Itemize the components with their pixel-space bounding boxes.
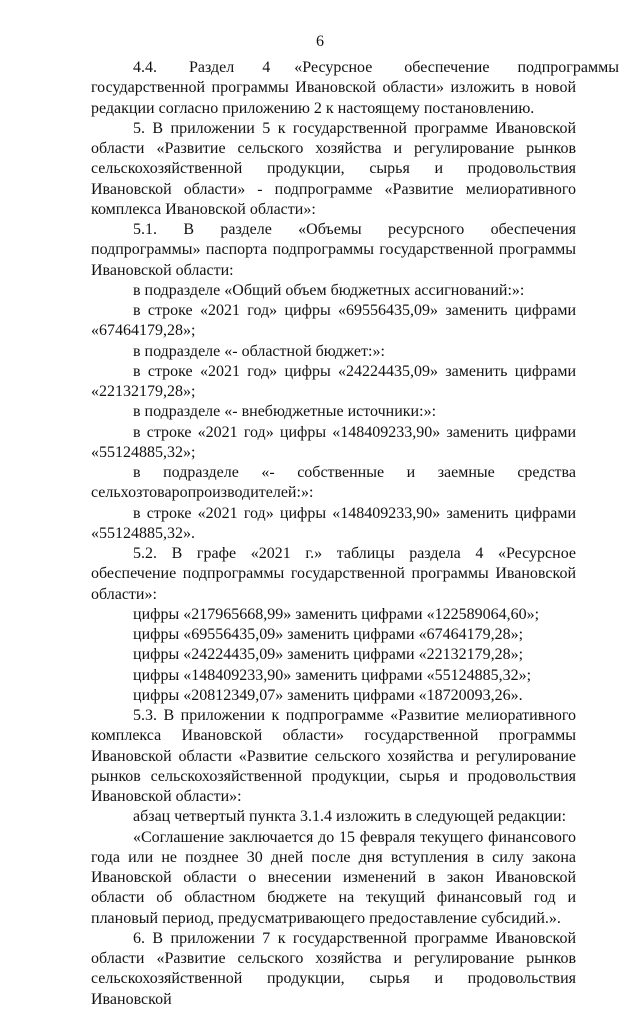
replacement-line-4: цифры «148409233,90» заменить цифрами «55124885,32»; bbox=[133, 666, 532, 684]
paragraph-2: 5. В приложении 5 к государственной программе Ивановской области «Развитие сельского хозяйства и регулирование рынков сельскохозяйственной продукции, сырья и продовольствия Ивановской области» - подпрограмме «Развитие мелиоративного комплекса Ивановской области»: bbox=[91, 119, 576, 218]
replacements-list bbox=[91, 605, 576, 706]
paragraph-6: в подразделе «- областной бюджет:»: bbox=[133, 342, 385, 360]
paragraphs-after-block bbox=[91, 706, 576, 1010]
paragraph-8: в подразделе «- внебюджетные источники:»: bbox=[133, 403, 437, 421]
paragraph-after-2: абзац четвертый пункта 3.1.4 изложить в следующей редакции: bbox=[133, 808, 567, 826]
paragraph-after-4: 6. В приложении 7 к государственной программе Ивановской области «Развитие сельского хозяйства и регулирование рынков сельскохозяйственной продукции, сырья и продовольствия Ивановской bbox=[91, 929, 576, 1008]
paragraph-5: в строке «2021 год» цифры «69556435,09» заменить цифрами «67464179,28»; bbox=[91, 302, 576, 340]
replacement-line-3: цифры «24224435,09» заменить цифрами «22132179,28»; bbox=[133, 646, 524, 664]
replacement-line-1: цифры «217965668,99» заменить цифрами «122589064,60»; bbox=[133, 605, 540, 623]
paragraph-11: в строке «2021 год» цифры «148409233,90» заменить цифрами «55124885,32». bbox=[91, 504, 576, 542]
document-body bbox=[91, 58, 619, 1010]
replacement-line-5: цифры «20812349,07» заменить цифрами «18720093,26». bbox=[133, 686, 523, 704]
paragraph-1: 4.4. Раздел 4 «Ресурсное обеспечение подпрограммы государственной программы Ивановской области» изложить в новой редакции согласно приложению 2 к настоящему постановлению. bbox=[91, 59, 619, 117]
paragraphs-block bbox=[91, 58, 619, 605]
replacement-line-2: цифры «69556435,09» заменить цифрами «67464179,28»; bbox=[133, 626, 524, 643]
paragraph-9: в строке «2021 год» цифры «148409233,90» заменить цифрами «55124885,32»; bbox=[91, 423, 576, 461]
paragraph-10: в подразделе «- собственные и заемные средства сельхозтоваропроизводителей:»: bbox=[91, 464, 576, 502]
paragraph-4: в подразделе «Общий объем бюджетных ассигнований:»: bbox=[133, 281, 525, 299]
paragraph-7: в строке «2021 год» цифры «24224435,09» заменить цифрами «22132179,28»; bbox=[91, 362, 576, 400]
paragraph-after-1: 5.3. В приложении к подпрограмме «Развитие мелиоративного комплекса Ивановской области» государственной программы Ивановской области «Развитие сельского хозяйства и регулирование рынков сельскохозяйственной продукции, сырья и продовольствия Ивановской области»: bbox=[91, 707, 576, 805]
paragraph-after-3: «Соглашение заключается до 15 февраля текущего финансового года или не позднее 30 дней после дня вступления в силу закона Ивановской области о внесении изменений в закон Ивановской области об областном бюджете на текущий финансовый год и плановый период, предусматривающего предоставление субсидий.». bbox=[91, 828, 576, 927]
paragraph-3: 5.1. В разделе «Объемы ресурсного обеспечения подпрограммы» паспорта подпрограммы государственной программы Ивановской области: bbox=[91, 221, 576, 279]
page-number: 6 bbox=[316, 33, 324, 50]
paragraph-12: 5.2. В графе «2021 г.» таблицы раздела 4 «Ресурсное обеспечение подпрограммы государственной программы Ивановской области»: bbox=[91, 545, 576, 603]
